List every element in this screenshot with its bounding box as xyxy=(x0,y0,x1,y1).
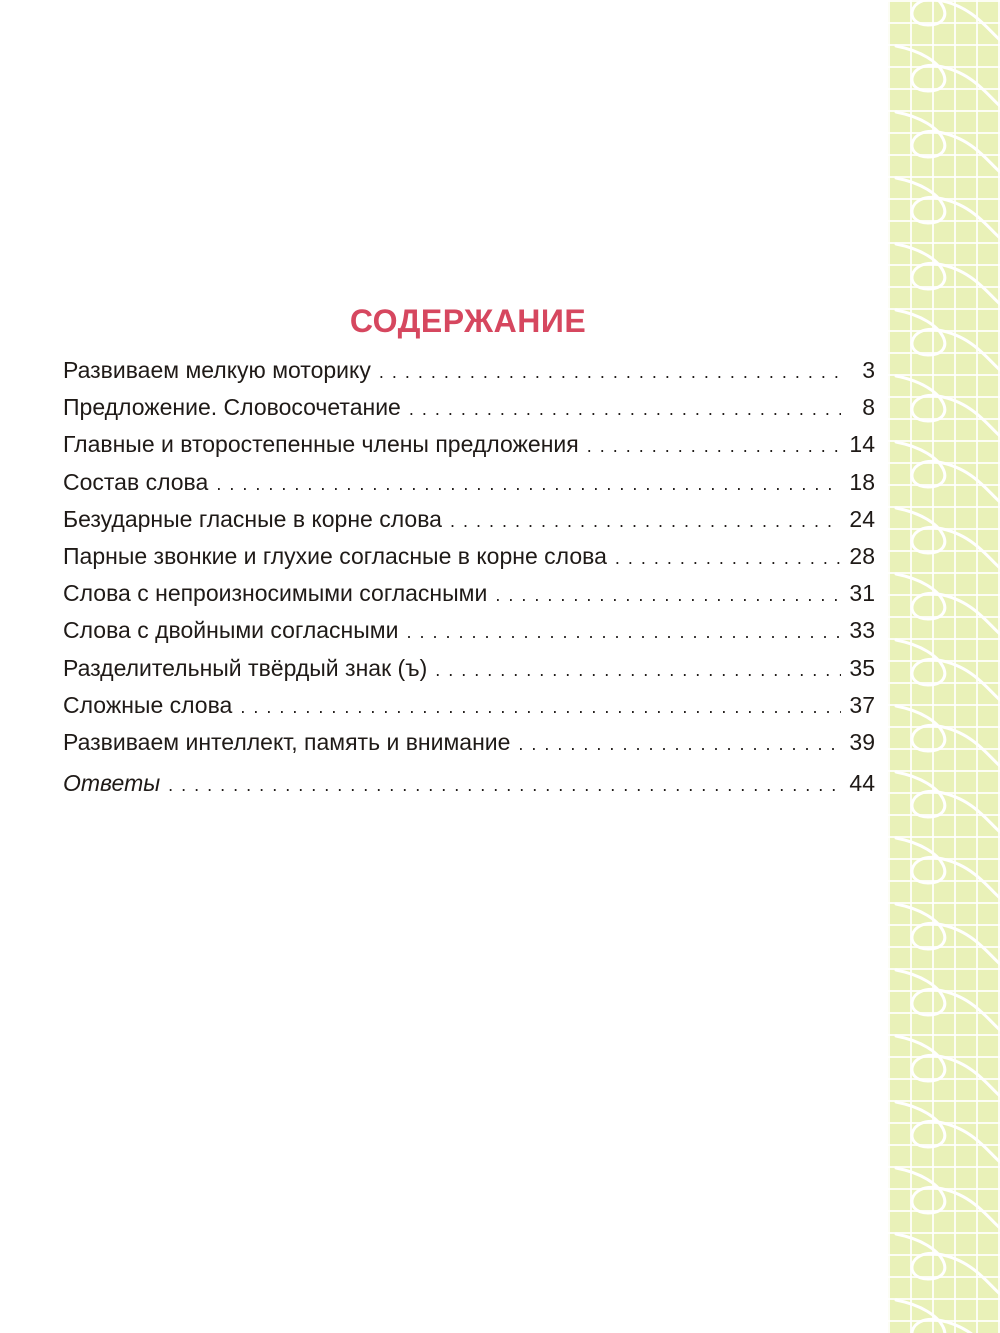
toc-leader-dots xyxy=(240,689,841,726)
strip-loop xyxy=(896,970,1000,1030)
toc-entry-page: 24 xyxy=(849,505,875,532)
toc-entry[interactable] xyxy=(63,650,875,687)
toc-leader-dots xyxy=(379,354,841,391)
toc-entry-label: Состав слова xyxy=(63,468,209,495)
toc-entry[interactable] xyxy=(63,687,875,724)
strip-loop xyxy=(896,112,1000,172)
toc-entry-page: 44 xyxy=(849,770,875,797)
strip-loop xyxy=(896,574,1000,634)
toc-entry-label: Безударные гласные в корне слова xyxy=(63,505,442,532)
toc-entry-page: 28 xyxy=(849,542,875,569)
toc-leader-dots xyxy=(216,466,841,503)
toc-leader-dots xyxy=(450,503,841,540)
toc-entry-page: 37 xyxy=(849,691,875,718)
strip-loop xyxy=(896,1036,1000,1096)
loop-pattern-icon xyxy=(888,0,1000,1333)
toc-leader-dots xyxy=(168,763,841,807)
toc-entry[interactable] xyxy=(63,575,875,612)
strip-loop xyxy=(896,46,1000,106)
decorative-side-strip xyxy=(888,0,1000,1333)
toc-entry-page: 35 xyxy=(849,654,875,681)
toc-entry-label: Сложные слова xyxy=(63,691,233,718)
strip-loop xyxy=(896,838,1000,898)
toc-entry-label: Разделительный твёрдый знак (ъ) xyxy=(63,654,428,681)
toc-leader-dots xyxy=(587,428,841,465)
toc-entry-page: 18 xyxy=(849,468,875,495)
toc-entry-page: 8 xyxy=(862,394,875,421)
strip-loop xyxy=(896,640,1000,700)
toc-entry[interactable] xyxy=(63,612,875,649)
table-of-contents xyxy=(63,352,875,805)
toc-entry-label: Слова с непроизносимыми согласными xyxy=(63,580,488,607)
strip-loop xyxy=(896,178,1000,238)
toc-entry-page: 3 xyxy=(862,357,875,383)
toc-entry[interactable] xyxy=(63,352,875,389)
strip-loop xyxy=(896,1168,1000,1228)
toc-entry[interactable] xyxy=(63,538,875,575)
toc-entry-page: 39 xyxy=(849,728,875,755)
strip-loop xyxy=(896,1102,1000,1162)
toc-entry[interactable] xyxy=(63,464,875,501)
toc-entry[interactable] xyxy=(63,724,875,761)
toc-entry-label: Парные звонкие и глухие согласные в корне слова xyxy=(63,542,607,569)
strip-loop xyxy=(896,706,1000,766)
strip-loop xyxy=(896,376,1000,436)
toc-leader-dots xyxy=(409,391,841,428)
toc-entry-page: 14 xyxy=(849,431,875,458)
toc-entry-page: 31 xyxy=(849,580,875,607)
toc-leader-dots xyxy=(495,577,841,614)
strip-loop xyxy=(896,904,1000,964)
toc-entry-label: Развиваем интеллект, память и внимание xyxy=(63,728,511,755)
toc-leader-dots xyxy=(406,614,841,651)
toc-entry[interactable] xyxy=(63,426,875,463)
toc-entry[interactable] xyxy=(63,501,875,538)
strip-loop xyxy=(896,1300,1000,1333)
toc-entry-answers[interactable] xyxy=(63,761,875,805)
toc-entry-label: Слова с двойными согласными xyxy=(63,617,399,644)
toc-entry-label: Ответы xyxy=(63,770,161,797)
strip-loop xyxy=(896,442,1000,502)
toc-entry-label: Развиваем мелкую моторику xyxy=(63,357,371,383)
toc-entry-page: 33 xyxy=(849,617,875,644)
toc-leader-dots xyxy=(615,540,841,577)
page-title: СОДЕРЖАНИЕ xyxy=(349,303,587,340)
strip-loop xyxy=(896,508,1000,568)
strip-loop xyxy=(896,772,1000,832)
strip-loop xyxy=(896,244,1000,304)
toc-entry-label: Предложение. Словосочетание xyxy=(63,394,401,421)
toc-entry-label: Главные и второстепенные члены предложения xyxy=(63,431,579,458)
toc-leader-dots xyxy=(435,652,841,689)
toc-entry[interactable] xyxy=(63,389,875,426)
toc-leader-dots xyxy=(518,726,841,763)
strip-loop xyxy=(896,0,1000,40)
strip-loop xyxy=(896,1234,1000,1294)
